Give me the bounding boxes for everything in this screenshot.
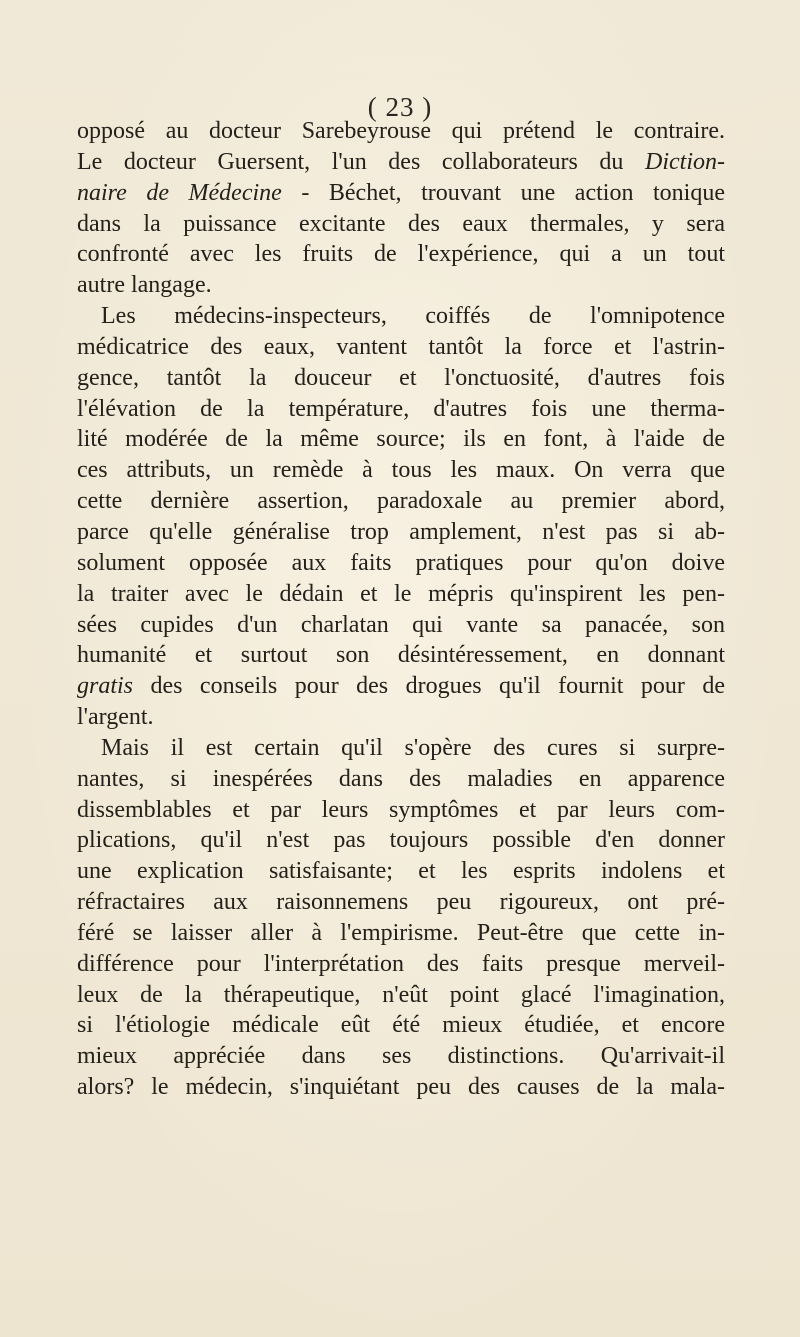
text-line: si l'étiologie médicale eût été mieux étudiée, et encore (77, 1012, 725, 1039)
italic-title: Diction- (645, 148, 725, 175)
text-span: des conseils pour des drogues qu'il fournit pour de (133, 673, 725, 700)
text-line: leux de la thérapeutique, n'eût point glacé l'imagination, (77, 981, 725, 1008)
text-line (77, 147, 725, 178)
text-line: lité modérée de la même source; ils en font, à l'aide de (77, 426, 725, 453)
text-line: la traiter avec le dédain et le mépris qu'inspirent les pen- (77, 580, 725, 607)
text-line: dans la puissance excitante des eaux thermales, y sera (77, 210, 725, 237)
paragraph-start-line: Les médecins-inspecteurs, coiffés de l'omnipotence (101, 303, 725, 330)
text-line: opposé au docteur Sarebeyrouse qui prétend le contraire. (77, 118, 725, 144)
text-line: humanité et surtout son désintéressement, en donnant (77, 642, 725, 669)
text-line: mieux appréciée dans ses distinctions. Qu'arrivait-il (77, 1043, 725, 1070)
text-line: médicatrice des eaux, vantent tantôt la force et l'astrin- (77, 333, 725, 360)
italic-word: gratis (77, 673, 134, 700)
paragraph-start-line: Mais il est certain qu'il s'opère des cures si surpre- (101, 734, 725, 761)
italic-title: naire de Médecine (77, 179, 282, 206)
text-line: ces attributs, un remède à tous les maux. On verra que (77, 457, 725, 484)
page-number: ( 23 ) (367, 92, 433, 122)
text-line: une explication satisfaisante; et les esprits indolens et (77, 858, 725, 885)
text-line: parce qu'elle généralise trop amplement, n'est pas si ab- (77, 518, 725, 545)
text-line: gence, tantôt la douceur et l'onctuosité, d'autres fois (77, 364, 725, 391)
text-line (77, 178, 725, 209)
text-line: dissemblables et par leurs symptômes et par leurs com- (77, 796, 725, 823)
text-line: nantes, si inespérées dans des maladies en apparence (77, 765, 725, 792)
text-line: autre langage. (77, 272, 212, 299)
text-line: confronté avec les fruits de l'expérience, qui a un tout (77, 241, 725, 268)
text-line: plications, qu'il n'est pas toujours possible d'en donner (77, 827, 725, 854)
text-line: solument opposée aux faits pratiques pour qu'on doive (77, 549, 725, 576)
text-line: l'élévation de la température, d'autres fois une therma- (77, 395, 725, 422)
text-line: alors? le médecin, s'inquiétant peu des causes de la mala- (77, 1074, 725, 1101)
text-span: - Béchet, trouvant une action tonique (281, 179, 725, 206)
text-line: sées cupides d'un charlatan qui vante sa panacée, son (77, 611, 725, 638)
text-line: féré se laisser aller à l'empirisme. Peut-être que cette in- (77, 919, 725, 946)
text-line: cette dernière assertion, paradoxale au premier abord, (77, 488, 725, 515)
text-line: différence pour l'interprétation des faits presque merveil- (77, 950, 725, 977)
body-text (77, 116, 725, 1103)
text-line: réfractaires aux raisonnemens peu rigoureux, ont pré- (77, 889, 725, 916)
text-span: Le docteur Guersent, l'un des collaborateurs du (77, 148, 646, 175)
text-line (77, 671, 725, 702)
text-line: l'argent. (77, 704, 154, 731)
